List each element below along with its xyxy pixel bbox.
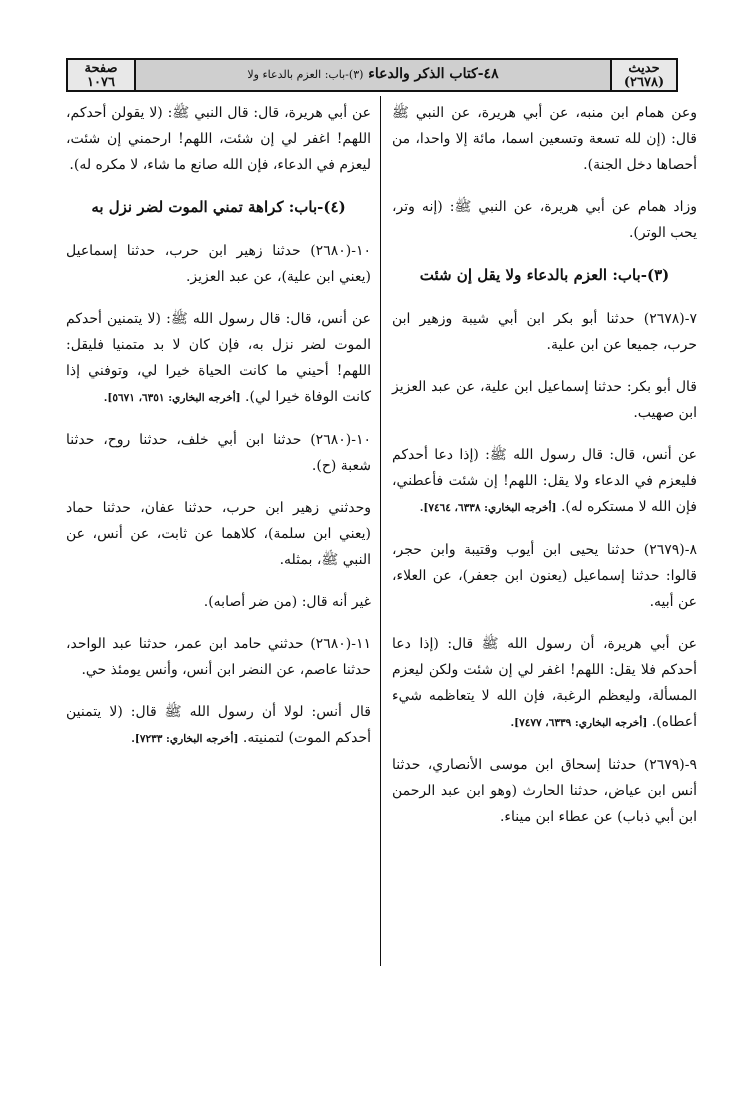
chapter-heading [66,194,371,220]
hadith-number-box [610,58,678,92]
paragraph-text: ٩-(٢٦٧٩) حدثنا إسحاق ابن موسى الأنصاري، حدثنا أنس ابن عياض، حدثنا الحارث (وهو ابن عبد الرحمن ابن أبي ذباب) عن عطاء ابن ميناء. [392,757,697,825]
page-label: صفحة [84,61,118,76]
hadith-paragraph [66,495,371,573]
heading-text: (٣)-باب: العزم بالدعاء ولا يقل إن شئت [419,266,670,284]
chapter-heading [392,262,697,288]
book-title: ٤٨-كتاب الذكر والدعاء [368,66,499,82]
left-column [66,100,371,768]
paragraph-text: ١١-(٢٦٨٠) حدثني حامد ابن عمر، حدثنا عبد الواحد، حدثنا عاصم، عن النضر ابن أنس، وأنس يومئذ حي. [66,636,371,678]
hadith-paragraph [392,752,697,830]
paragraph-text: ٨-(٢٦٧٩) حدثنا يحيى ابن أيوب وقتيبة وابن حجر، قالوا: حدثنا إسماعيل (يعنون ابن جعفر)، عن العلاء، عن أبيه. [392,542,697,610]
paragraph-text: ٧-(٢٦٧٨) حدثنا أبو بكر ابن أبي شيبة وزهير ابن حرب، جميعا عن ابن علية. [392,311,697,353]
paragraph-text: ١٠-(٢٦٨٠) حدثنا ابن أبي خلف، حدثنا روح، حدثنا شعبة (ح). [66,432,371,474]
hadith-paragraph [66,699,371,752]
paragraph-text: قال أنس: لولا أن رسول الله ﷺ قال: (لا يتمنين أحدكم الموت) لتمنيته. [66,704,371,746]
hadith-paragraph [66,100,371,178]
hadith-paragraph [66,631,371,683]
paragraph-text: ١٠-(٢٦٨٠) حدثنا زهير ابن حرب، حدثنا إسماعيل (يعني ابن علية)، عن عبد العزيز. [66,243,371,285]
hadith-paragraph [392,537,697,615]
paragraph-text: وحدثني زهير ابن حرب، حدثنا عفان، حدثنا حماد (يعني ابن سلمة)، كلاهما عن ثابت، عن أنس، عن النبي ﷺ، بمثله. [66,500,371,568]
paragraph-text: قال أبو بكر: حدثنا إسماعيل ابن علية، عن عبد العزيز ابن صهيب. [392,379,697,421]
hadith-paragraph [392,374,697,426]
paragraph-text: وزاد همام عن أبي هريرة، عن النبي ﷺ: (إنه وتر، يحب الوتر). [392,199,697,241]
column-divider [380,96,381,966]
heading-text: (٤)-باب: كراهة تمني الموت لضر نزل به [91,198,346,216]
paragraph-text: عن أنس، قال: قال رسول الله ﷺ: (لا يتمنين أحدكم الموت لضر نزل به، فإن كان لا بد متمنيا فليقل: اللهم! أحيني ما كانت الحياة خيرا لي، وتوفني إذا كانت الوفاة خيرا لي). [66,311,371,405]
hadith-paragraph [392,194,697,246]
bukhari-reference: [أخرجه البخاري: ٦٣٣٨، ٧٤٦٤]. [419,502,557,514]
hadith-label: حديث [628,61,660,76]
page-number-box [66,58,136,92]
page-number: ١٠٧٦ [87,75,115,90]
paragraph-text: عن أبي هريرة، أن رسول الله ﷺ قال: (إذا دعا أحدكم فلا يقل: اللهم! اغفر لي إن شئت ولكن ليعزم المسألة، وليعظم الرغبة، فإن الله لا يتعاظمه شيء أعطاه). [392,636,697,730]
hadith-paragraph [66,589,371,615]
bukhari-reference: [أخرجه البخاري: ٧٢٣٣]. [131,733,239,745]
hadith-paragraph [66,306,371,411]
hadith-paragraph [66,427,371,479]
paragraph-text: غير أنه قال: (من ضر أصابه). [203,594,371,610]
paragraph-text: عن أنس، قال: قال رسول الله ﷺ: (إذا دعا أحدكم فليعزم في الدعاء ولا يقل: اللهم! إن شئت فأعطني، فإن الله لا مستكره له). [392,447,697,515]
chapter-subtitle: (٣)-باب: العزم بالدعاء ولا [247,68,364,81]
right-column [392,100,697,846]
hadith-paragraph [392,631,697,736]
hadith-paragraph [392,100,697,178]
paragraph-text: عن أبي هريرة، قال: قال النبي ﷺ: (لا يقولن أحدكم، اللهم! اغفر لي إن شئت، اللهم! ارحمني إن شئت، ليعزم في الدعاء، فإن الله صانع ما شاء، لا مكره له). [66,105,371,173]
bukhari-reference: [أخرجه البخاري: ٦٣٥١، ٥٦٧١]. [103,392,241,404]
bukhari-reference: [أخرجه البخاري: ٦٣٣٩، ٧٤٧٧]. [510,717,648,729]
paragraph-text: وعن همام ابن منبه، عن أبي هريرة، عن النبي ﷺ قال: (إن لله تسعة وتسعين اسما، مائة إلا واحدا، من أحصاها دخل الجنة). [392,105,697,173]
hadith-paragraph [392,442,697,521]
hadith-paragraph [66,238,371,290]
hadith-number: (٢٦٧٨) [623,75,665,90]
hadith-paragraph [392,306,697,358]
page-header [66,58,678,92]
running-title [138,66,608,82]
